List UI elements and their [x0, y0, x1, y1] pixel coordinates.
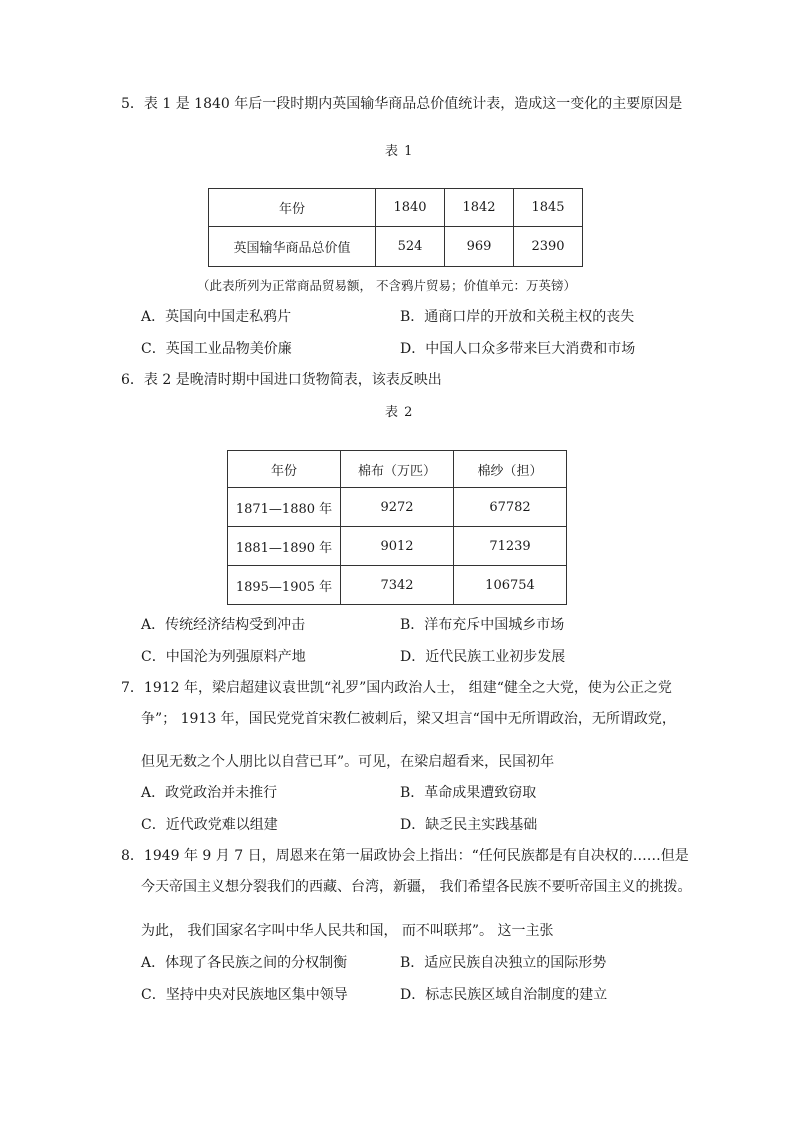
q7-stem-line1: 7．1912 年，梁启超建议袁世凯“礼罗”国内政治人士， 组建“健全之大党，使为公正之党	[121, 680, 672, 696]
table1-note: （此表所列为正常商品贸易额， 不含鸦片贸易；价值单元：万英镑）	[197, 278, 576, 293]
table1-year-1845: 1845	[514, 189, 583, 227]
q7-stem-line2: 争”； 1913 年，国民党党首宋教仁被刺后，梁又坦言“国中无所谓政治，无所谓政党，	[141, 711, 676, 727]
q5-option-c[interactable]: C．英国工业品物美价廉	[141, 341, 292, 357]
table1-row-label: 英国输华商品总价值	[209, 227, 376, 267]
table1-caption: 表 1	[385, 144, 414, 159]
table1-value-1840: 524	[376, 227, 445, 267]
q6-option-a[interactable]: A．传统经济结构受到冲击	[141, 617, 306, 633]
q8-option-c[interactable]: C．坚持中央对民族地区集中领导	[141, 987, 348, 1003]
q5-option-b[interactable]: B．通商口岸的开放和关税主权的丧失	[400, 309, 635, 325]
table1-value-1845: 2390	[514, 227, 583, 267]
q7-option-b[interactable]: B．革命成果遭致窃取	[400, 785, 537, 801]
table-row	[228, 527, 567, 566]
table2-cell: 1871—1880 年	[228, 488, 341, 527]
q7-option-d[interactable]: D．缺乏民主实践基础	[400, 817, 538, 833]
table2	[227, 450, 567, 605]
q8-stem-line3: 为此， 我们国家名字叫中华人民共和国， 而不叫联邦”。 这一主张	[141, 923, 554, 939]
table2-cell: 71239	[454, 527, 567, 566]
q6-option-c[interactable]: C．中国沦为列强原料产地	[141, 649, 306, 665]
table2-header-year: 年份	[228, 451, 341, 488]
table1-year-1842: 1842	[445, 189, 514, 227]
table2-cell: 7342	[341, 566, 454, 605]
q8-stem-line1: 8．1949 年 9 月 7 日，周恩来在第一届政协会上指出：“任何民族都是有自决权的……但是	[121, 848, 689, 864]
table2-cell: 9272	[341, 488, 454, 527]
q5-option-a[interactable]: A．英国向中国走私鸦片	[141, 309, 292, 325]
q6-option-d[interactable]: D．近代民族工业初步发展	[400, 649, 566, 665]
q8-option-d[interactable]: D．标志民族区域自治制度的建立	[400, 987, 608, 1003]
table2-header-yarn: 棉纱（担）	[454, 451, 567, 488]
q7-stem-line3: 但见无数之个人朋比以自营已耳”。可见，在梁启超看来，民国初年	[141, 754, 555, 770]
table1-year-1840: 1840	[376, 189, 445, 227]
table-row	[228, 566, 567, 605]
q5-option-d[interactable]: D．中国人口众多带来巨大消费和市场	[400, 341, 636, 357]
table1-header-year: 年份	[209, 189, 376, 227]
table2-caption: 表 2	[385, 405, 414, 420]
q7-option-c[interactable]: C．近代政党难以组建	[141, 817, 278, 833]
table2-cell: 67782	[454, 488, 567, 527]
table2-cell: 1895—1905 年	[228, 566, 341, 605]
q5-stem: 5．表 1 是 1840 年后一段时期内英国输华商品总价值统计表，造成这一变化的主要原因是	[121, 96, 683, 112]
q8-option-b[interactable]: B．适应民族自决独立的国际形势	[400, 955, 607, 971]
table2-cell: 1881—1890 年	[228, 527, 341, 566]
table1	[208, 188, 583, 267]
q8-stem-line2: 今天帝国主义想分裂我们的西藏、台湾，新疆， 我们希望各民族不要听帝国主义的挑拨。	[141, 879, 692, 895]
q6-stem: 6．表 2 是晚清时期中国进口货物简表，该表反映出	[121, 372, 442, 388]
table2-header-cloth: 棉布（万匹）	[341, 451, 454, 488]
table1-value-1842: 969	[445, 227, 514, 267]
q7-option-a[interactable]: A．政党政治并未推行	[141, 785, 278, 801]
table2-cell: 9012	[341, 527, 454, 566]
q8-option-a[interactable]: A．体现了各民族之间的分权制衡	[141, 955, 348, 971]
table-row	[228, 488, 567, 527]
q6-option-b[interactable]: B．洋布充斥中国城乡市场	[400, 617, 565, 633]
table2-cell: 106754	[454, 566, 567, 605]
